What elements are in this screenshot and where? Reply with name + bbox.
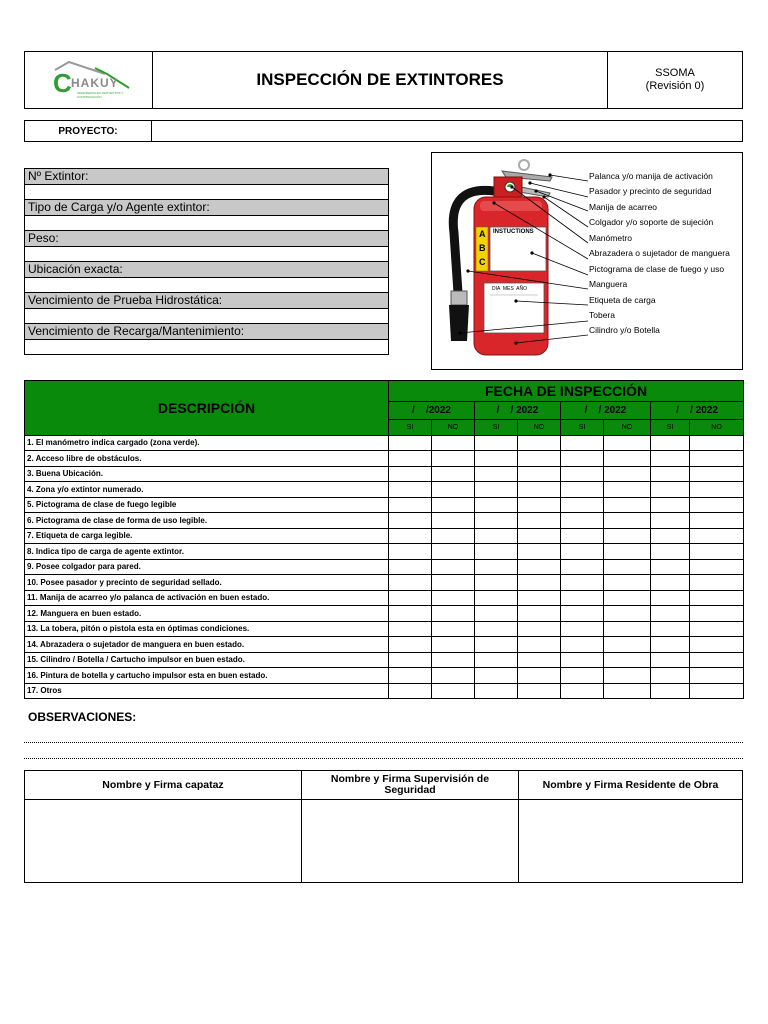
si-checkbox-cell[interactable]: [651, 606, 690, 622]
no-checkbox-cell[interactable]: [690, 575, 744, 591]
si-checkbox-cell[interactable]: [561, 451, 604, 467]
no-checkbox-cell[interactable]: [432, 466, 475, 482]
code-label: SSOMA: [655, 67, 695, 79]
si-checkbox-cell[interactable]: [389, 621, 432, 637]
item-description: 17. Otros: [25, 683, 389, 699]
si-checkbox-cell[interactable]: [561, 513, 604, 529]
si-checkbox-cell[interactable]: [561, 482, 604, 498]
si-checkbox-cell[interactable]: [561, 606, 604, 622]
observations-line-1[interactable]: [24, 742, 743, 743]
si-checkbox-cell[interactable]: [651, 559, 690, 575]
item-description: 11. Manija de acarreo y/o palanca de activación en buen estado.: [25, 590, 389, 606]
si-checkbox-cell[interactable]: [475, 435, 518, 451]
part-label-pasador: Pasador y precinto de seguridad: [589, 186, 712, 196]
no-checkbox-cell[interactable]: [604, 466, 651, 482]
part-label-manometro: Manómetro: [589, 233, 632, 243]
si-checkbox-cell[interactable]: [475, 559, 518, 575]
no-header: NO: [432, 420, 475, 436]
si-checkbox-cell[interactable]: [561, 544, 604, 560]
no-checkbox-cell[interactable]: [432, 606, 475, 622]
no-header: NO: [604, 420, 651, 436]
no-checkbox-cell[interactable]: [518, 466, 561, 482]
table-row: [25, 451, 744, 467]
si-checkbox-cell[interactable]: [651, 451, 690, 467]
part-label-etiqueta: Etiqueta de carga: [589, 295, 656, 305]
si-checkbox-cell[interactable]: [561, 559, 604, 575]
part-label-colgador: Colgador y/o soporte de sujeción: [589, 217, 714, 227]
table-row: [25, 497, 744, 513]
item-description: 8. Indica tipo de carga de agente extintor.: [25, 544, 389, 560]
si-checkbox-cell[interactable]: [651, 575, 690, 591]
table-row: [25, 482, 744, 498]
no-checkbox-cell[interactable]: [690, 435, 744, 451]
no-checkbox-cell[interactable]: [690, 652, 744, 668]
document-header: [24, 51, 743, 109]
si-checkbox-cell[interactable]: [389, 683, 432, 699]
table-row: [25, 652, 744, 668]
si-checkbox-cell[interactable]: [561, 466, 604, 482]
table-row: [25, 637, 744, 653]
si-checkbox-cell[interactable]: [561, 637, 604, 653]
no-checkbox-cell[interactable]: [690, 606, 744, 622]
si-checkbox-cell[interactable]: [475, 621, 518, 637]
si-checkbox-cell[interactable]: [475, 637, 518, 653]
si-checkbox-cell[interactable]: [561, 652, 604, 668]
table-row: [25, 513, 744, 529]
inspection-date-1[interactable]: / /2022: [389, 402, 475, 420]
no-checkbox-cell[interactable]: [518, 621, 561, 637]
item-description: 14. Abrazadera o sujetador de manguera en buen estado.: [25, 637, 389, 653]
si-checkbox-cell[interactable]: [389, 482, 432, 498]
si-checkbox-cell[interactable]: [389, 559, 432, 575]
si-checkbox-cell[interactable]: [651, 544, 690, 560]
si-checkbox-cell[interactable]: [389, 637, 432, 653]
no-checkbox-cell[interactable]: [690, 482, 744, 498]
no-checkbox-cell[interactable]: [604, 497, 651, 513]
extinguisher-diagram: [431, 152, 743, 370]
observations-line-2[interactable]: [24, 758, 743, 759]
no-checkbox-cell[interactable]: [604, 668, 651, 684]
si-checkbox-cell[interactable]: [389, 435, 432, 451]
no-checkbox-cell[interactable]: [432, 559, 475, 575]
no-checkbox-cell[interactable]: [690, 637, 744, 653]
inspection-date-header: FECHA DE INSPECCIÓN: [389, 381, 744, 402]
inspection-date-2[interactable]: / / 2022: [475, 402, 561, 420]
no-checkbox-cell[interactable]: [604, 435, 651, 451]
field-input-tipo-carga[interactable]: [25, 216, 388, 232]
project-label: PROYECTO:: [25, 121, 152, 141]
no-checkbox-cell[interactable]: [690, 513, 744, 529]
no-checkbox-cell[interactable]: [690, 544, 744, 560]
table-row: [25, 528, 744, 544]
si-checkbox-cell[interactable]: [389, 606, 432, 622]
si-checkbox-cell[interactable]: [561, 590, 604, 606]
no-checkbox-cell[interactable]: [432, 683, 475, 699]
si-header: SI: [389, 420, 432, 436]
extinguisher-info-fields: [24, 168, 389, 355]
si-header: SI: [651, 420, 690, 436]
table-row: [25, 621, 744, 637]
no-checkbox-cell[interactable]: [432, 435, 475, 451]
si-checkbox-cell[interactable]: [475, 451, 518, 467]
no-checkbox-cell[interactable]: [690, 528, 744, 544]
field-label-peso: Peso:: [25, 231, 388, 247]
no-checkbox-cell[interactable]: [518, 497, 561, 513]
no-header: NO: [690, 420, 744, 436]
inspection-date-3[interactable]: / / 2022: [561, 402, 651, 420]
no-checkbox-cell[interactable]: [518, 637, 561, 653]
no-checkbox-cell[interactable]: [432, 575, 475, 591]
item-description: 10. Posee pasador y precinto de seguridad sellado.: [25, 575, 389, 591]
si-checkbox-cell[interactable]: [651, 497, 690, 513]
item-description: 4. Zona y/o extintor numerado.: [25, 482, 389, 498]
si-checkbox-cell[interactable]: [475, 513, 518, 529]
no-checkbox-cell[interactable]: [432, 482, 475, 498]
part-label-manija: Manija de acarreo: [589, 202, 658, 212]
si-checkbox-cell[interactable]: [475, 575, 518, 591]
no-checkbox-cell[interactable]: [604, 513, 651, 529]
label-instructions: INSTUCTIONS: [493, 229, 534, 235]
no-checkbox-cell[interactable]: [432, 668, 475, 684]
table-row: [25, 668, 744, 684]
part-label-tobera: Tobera: [589, 310, 615, 320]
si-checkbox-cell[interactable]: [475, 606, 518, 622]
table-row: [25, 466, 744, 482]
si-checkbox-cell[interactable]: [389, 528, 432, 544]
no-checkbox-cell[interactable]: [518, 652, 561, 668]
item-description: 9. Posee colgador para pared.: [25, 559, 389, 575]
si-checkbox-cell[interactable]: [475, 497, 518, 513]
si-checkbox-cell[interactable]: [651, 652, 690, 668]
si-header: SI: [475, 420, 518, 436]
no-checkbox-cell[interactable]: [604, 637, 651, 653]
field-input-recarga[interactable]: [25, 340, 388, 356]
class-letter-a: A: [479, 229, 486, 239]
field-label-ubicacion: Ubicación exacta:: [25, 262, 388, 278]
field-label-recarga: Vencimiento de Recarga/Mantenimiento:: [25, 324, 388, 340]
signature-supervision-label: Nombre y Firma Supervisión de Seguridad: [302, 771, 518, 800]
inspection-date-4[interactable]: / / 2022: [651, 402, 744, 420]
item-description: 6. Pictograma de clase de forma de uso legible.: [25, 513, 389, 529]
item-description: 12. Manguera en buen estado.: [25, 606, 389, 622]
si-header: SI: [561, 420, 604, 436]
no-checkbox-cell[interactable]: [604, 683, 651, 699]
field-label-tipo-carga: Tipo de Carga y/o Agente extintor:: [25, 200, 388, 216]
si-checkbox-cell[interactable]: [389, 652, 432, 668]
signature-residente: [519, 771, 742, 882]
si-checkbox-cell[interactable]: [561, 528, 604, 544]
table-row: [25, 590, 744, 606]
no-checkbox-cell[interactable]: [432, 451, 475, 467]
si-checkbox-cell[interactable]: [389, 590, 432, 606]
no-checkbox-cell[interactable]: [690, 559, 744, 575]
signature-residente-field[interactable]: [519, 800, 742, 882]
si-checkbox-cell[interactable]: [561, 668, 604, 684]
si-checkbox-cell[interactable]: [475, 668, 518, 684]
document-code: [608, 52, 742, 108]
no-header: NO: [518, 420, 561, 436]
field-input-prueba-hidrostatica[interactable]: [25, 309, 388, 325]
table-row: [25, 435, 744, 451]
item-description: 2. Acceso libre de obstáculos.: [25, 451, 389, 467]
si-checkbox-cell[interactable]: [651, 590, 690, 606]
field-label-extintor: Nº Extintor:: [25, 169, 388, 185]
si-checkbox-cell[interactable]: [389, 668, 432, 684]
no-checkbox-cell[interactable]: [604, 590, 651, 606]
no-checkbox-cell[interactable]: [518, 590, 561, 606]
signature-supervision: [302, 771, 519, 882]
logo-text: HAKUY: [71, 76, 119, 90]
no-checkbox-cell[interactable]: [432, 621, 475, 637]
part-label-pictograma: Pictograma de clase de fuego y uso: [589, 264, 725, 274]
no-checkbox-cell[interactable]: [690, 497, 744, 513]
field-label-prueba-hidrostatica: Vencimiento de Prueba Hidrostática:: [25, 293, 388, 309]
si-checkbox-cell[interactable]: [561, 621, 604, 637]
table-row: [25, 544, 744, 560]
si-checkbox-cell[interactable]: [475, 466, 518, 482]
item-description: 16. Pintura de botella y cartucho impulsor esta en buen estado.: [25, 668, 389, 684]
si-checkbox-cell[interactable]: [651, 482, 690, 498]
item-description: 7. Etiqueta de carga legible.: [25, 528, 389, 544]
no-checkbox-cell[interactable]: [604, 652, 651, 668]
item-description: 15. Cilindro / Botella / Cartucho impulsor en buen estado.: [25, 652, 389, 668]
part-label-manguera: Manguera: [589, 279, 628, 289]
si-checkbox-cell[interactable]: [651, 668, 690, 684]
no-checkbox-cell[interactable]: [604, 528, 651, 544]
no-checkbox-cell[interactable]: [518, 451, 561, 467]
no-checkbox-cell[interactable]: [518, 544, 561, 560]
si-checkbox-cell[interactable]: [651, 466, 690, 482]
no-checkbox-cell[interactable]: [432, 528, 475, 544]
project-input[interactable]: [152, 121, 742, 141]
si-checkbox-cell[interactable]: [651, 621, 690, 637]
si-checkbox-cell[interactable]: [561, 435, 604, 451]
no-checkbox-cell[interactable]: [604, 606, 651, 622]
no-checkbox-cell[interactable]: [518, 668, 561, 684]
si-checkbox-cell[interactable]: [561, 497, 604, 513]
no-checkbox-cell[interactable]: [518, 559, 561, 575]
no-checkbox-cell[interactable]: [690, 621, 744, 637]
field-input-extintor[interactable]: [25, 185, 388, 201]
part-label-cilindro: Cilindro y/o Botella: [589, 325, 660, 335]
item-description: 3. Buena Ubicación.: [25, 466, 389, 482]
no-checkbox-cell[interactable]: [690, 668, 744, 684]
no-checkbox-cell[interactable]: [604, 559, 651, 575]
si-checkbox-cell[interactable]: [561, 575, 604, 591]
class-letter-c: C: [479, 257, 486, 267]
table-row: [25, 683, 744, 699]
si-checkbox-cell[interactable]: [475, 528, 518, 544]
si-checkbox-cell[interactable]: [561, 683, 604, 699]
si-checkbox-cell[interactable]: [475, 544, 518, 560]
table-row: [25, 559, 744, 575]
no-checkbox-cell[interactable]: [690, 451, 744, 467]
no-checkbox-cell[interactable]: [432, 652, 475, 668]
no-checkbox-cell[interactable]: [604, 451, 651, 467]
no-checkbox-cell[interactable]: [518, 575, 561, 591]
si-checkbox-cell[interactable]: [651, 683, 690, 699]
no-checkbox-cell[interactable]: [518, 513, 561, 529]
si-checkbox-cell[interactable]: [475, 652, 518, 668]
si-checkbox-cell[interactable]: [389, 544, 432, 560]
no-checkbox-cell[interactable]: [518, 528, 561, 544]
table-row: [25, 575, 744, 591]
si-checkbox-cell[interactable]: [389, 497, 432, 513]
no-checkbox-cell[interactable]: [604, 544, 651, 560]
class-letter-b: B: [479, 243, 486, 253]
company-logo: [25, 52, 153, 108]
no-checkbox-cell[interactable]: [690, 590, 744, 606]
no-checkbox-cell[interactable]: [432, 544, 475, 560]
si-checkbox-cell[interactable]: [389, 513, 432, 529]
si-checkbox-cell[interactable]: [651, 637, 690, 653]
table-row: [25, 606, 744, 622]
si-checkbox-cell[interactable]: [389, 466, 432, 482]
document-title: INSPECCIÓN DE EXTINTORES: [153, 52, 608, 108]
no-checkbox-cell[interactable]: [690, 683, 744, 699]
signature-capataz: [25, 771, 302, 882]
observations-label: OBSERVACIONES:: [28, 710, 137, 724]
no-checkbox-cell[interactable]: [518, 435, 561, 451]
item-description: 5. Pictograma de clase de fuego legible: [25, 497, 389, 513]
signature-supervision-field[interactable]: [302, 800, 518, 882]
part-label-palanca: Palanca y/o manija de activación: [589, 171, 713, 181]
no-checkbox-cell[interactable]: [432, 513, 475, 529]
logo-subtext: INGENIEROS EN PROYECTOS Y CONSTRUCCIÓN: [77, 91, 124, 99]
signature-capataz-field[interactable]: [25, 800, 301, 882]
si-checkbox-cell[interactable]: [389, 451, 432, 467]
logo-letter: C: [53, 68, 72, 98]
part-label-abrazadera: Abrazadera o sujetador de manguera: [589, 248, 730, 258]
no-checkbox-cell[interactable]: [432, 590, 475, 606]
date-tag: DIA MES AÑO: [492, 286, 528, 292]
no-checkbox-cell[interactable]: [604, 575, 651, 591]
signature-capataz-label: Nombre y Firma capataz: [25, 771, 301, 800]
si-checkbox-cell[interactable]: [651, 528, 690, 544]
si-checkbox-cell[interactable]: [651, 513, 690, 529]
item-description: 13. La tobera, pitón o pistola esta en óptimas condiciones.: [25, 621, 389, 637]
si-checkbox-cell[interactable]: [651, 435, 690, 451]
no-checkbox-cell[interactable]: [690, 466, 744, 482]
no-checkbox-cell[interactable]: [604, 621, 651, 637]
project-row: [24, 120, 743, 142]
no-checkbox-cell[interactable]: [604, 482, 651, 498]
no-checkbox-cell[interactable]: [518, 606, 561, 622]
no-checkbox-cell[interactable]: [518, 683, 561, 699]
revision-label: (Revisión 0): [645, 80, 705, 92]
field-input-peso[interactable]: [25, 247, 388, 263]
signature-residente-label: Nombre y Firma Residente de Obra: [519, 771, 742, 800]
si-checkbox-cell[interactable]: [475, 482, 518, 498]
field-input-ubicacion[interactable]: [25, 278, 388, 294]
no-checkbox-cell[interactable]: [432, 497, 475, 513]
item-description: 1. El manómetro indica cargado (zona verde).: [25, 435, 389, 451]
description-header: DESCRIPCIÓN: [25, 381, 389, 436]
si-checkbox-cell[interactable]: [389, 575, 432, 591]
no-checkbox-cell[interactable]: [518, 482, 561, 498]
signature-block: [24, 770, 743, 883]
si-checkbox-cell[interactable]: [475, 590, 518, 606]
inspection-table: [24, 380, 744, 699]
si-checkbox-cell[interactable]: [475, 683, 518, 699]
no-checkbox-cell[interactable]: [432, 637, 475, 653]
